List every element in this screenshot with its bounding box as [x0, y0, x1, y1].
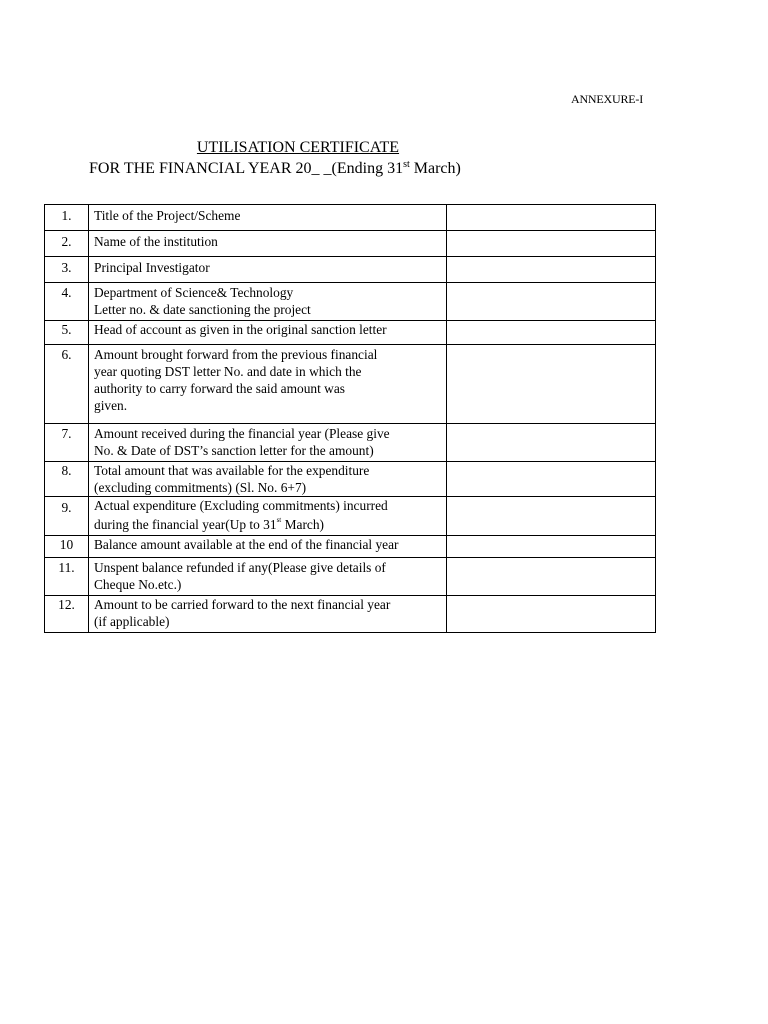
- description-line: Head of account as given in the original sanction letter: [94, 322, 387, 337]
- row-number: 9.: [45, 497, 89, 536]
- description-line: Title of the Project/Scheme: [94, 208, 241, 223]
- row-description: [89, 424, 447, 462]
- table-row: [45, 424, 656, 462]
- description-line: Principal Investigator: [94, 260, 210, 275]
- row-description: [89, 462, 447, 497]
- row-description: [89, 596, 447, 633]
- row-number: 2.: [45, 231, 89, 257]
- subtitle-superscript: st: [403, 159, 410, 170]
- description-line: (excluding commitments) (Sl. No. 6+7): [94, 480, 307, 495]
- description-line: Cheque No.etc.): [94, 577, 182, 592]
- description-line: [94, 516, 441, 533]
- table-row: [45, 536, 656, 558]
- table-row: [45, 283, 656, 321]
- description-line: Unspent balance refunded if any(Please give details of: [94, 560, 386, 575]
- subtitle-text: FOR THE FINANCIAL YEAR 20_ _(Ending 31: [89, 160, 404, 177]
- table-row: [45, 205, 656, 231]
- row-description: [89, 231, 447, 257]
- description-line: Letter no. & date sanctioning the project: [94, 302, 311, 317]
- row-number: 4.: [45, 283, 89, 321]
- utilisation-table: [44, 204, 656, 633]
- row-value-cell[interactable]: [447, 345, 656, 424]
- row-number: 12.: [45, 596, 89, 633]
- row-number: 11.: [45, 558, 89, 596]
- row-value-cell[interactable]: [447, 462, 656, 497]
- description-line: Total amount that was available for the expenditure: [94, 463, 370, 478]
- row-value-cell[interactable]: [447, 231, 656, 257]
- table-row: [45, 257, 656, 283]
- description-line: Amount brought forward from the previous financial: [94, 347, 378, 362]
- description-line: Amount received during the financial year (Please give: [94, 426, 390, 441]
- row-description: [89, 283, 447, 321]
- description-line: (if applicable): [94, 614, 170, 629]
- row-description: [89, 257, 447, 283]
- row-number: 7.: [45, 424, 89, 462]
- description-line: authority to carry forward the said amount was: [94, 381, 345, 396]
- description-line: Actual expenditure (Excluding commitments) incurred: [94, 498, 388, 513]
- row-number: 10: [45, 536, 89, 558]
- row-number: 6.: [45, 345, 89, 424]
- description-line: given.: [94, 398, 128, 413]
- description-text: March): [281, 517, 325, 532]
- row-value-cell[interactable]: [447, 205, 656, 231]
- description-line: No. & Date of DST’s sanction letter for the amount): [94, 443, 374, 458]
- row-description: [89, 345, 447, 424]
- row-number: 1.: [45, 205, 89, 231]
- row-value-cell[interactable]: [447, 596, 656, 633]
- row-description: [89, 205, 447, 231]
- row-number: 5.: [45, 321, 89, 345]
- row-value-cell[interactable]: [447, 283, 656, 321]
- table-row: [45, 345, 656, 424]
- row-value-cell[interactable]: [447, 424, 656, 462]
- subtitle-text-end: March): [409, 160, 461, 177]
- description-line: Amount to be carried forward to the next financial year: [94, 597, 391, 612]
- financial-year-subtitle: [89, 160, 461, 178]
- row-description: [89, 497, 447, 536]
- row-number: 3.: [45, 257, 89, 283]
- row-description: [89, 536, 447, 558]
- row-value-cell[interactable]: [447, 536, 656, 558]
- row-description: [89, 558, 447, 596]
- description-superscript: st: [276, 516, 282, 524]
- row-value-cell[interactable]: [447, 558, 656, 596]
- description-line: Name of the institution: [94, 234, 218, 249]
- row-value-cell[interactable]: [447, 257, 656, 283]
- table-row: [45, 558, 656, 596]
- row-value-cell[interactable]: [447, 321, 656, 345]
- description-line: year quoting DST letter No. and date in which the: [94, 364, 362, 379]
- table-row: [45, 321, 656, 345]
- row-value-cell[interactable]: [447, 497, 656, 536]
- table-row: [45, 596, 656, 633]
- row-description: [89, 321, 447, 345]
- page-title: UTILISATION CERTIFICATE: [196, 139, 400, 156]
- table-row: [45, 497, 656, 536]
- description-text: during the financial year(Up to 31: [94, 517, 277, 532]
- description-line: Balance amount available at the end of the financial year: [94, 537, 399, 552]
- row-number: 8.: [45, 462, 89, 497]
- table-row: [45, 462, 656, 497]
- table-row: [45, 231, 656, 257]
- description-line: Department of Science& Technology: [94, 285, 294, 300]
- annexure-label: ANNEXURE-I: [571, 92, 643, 106]
